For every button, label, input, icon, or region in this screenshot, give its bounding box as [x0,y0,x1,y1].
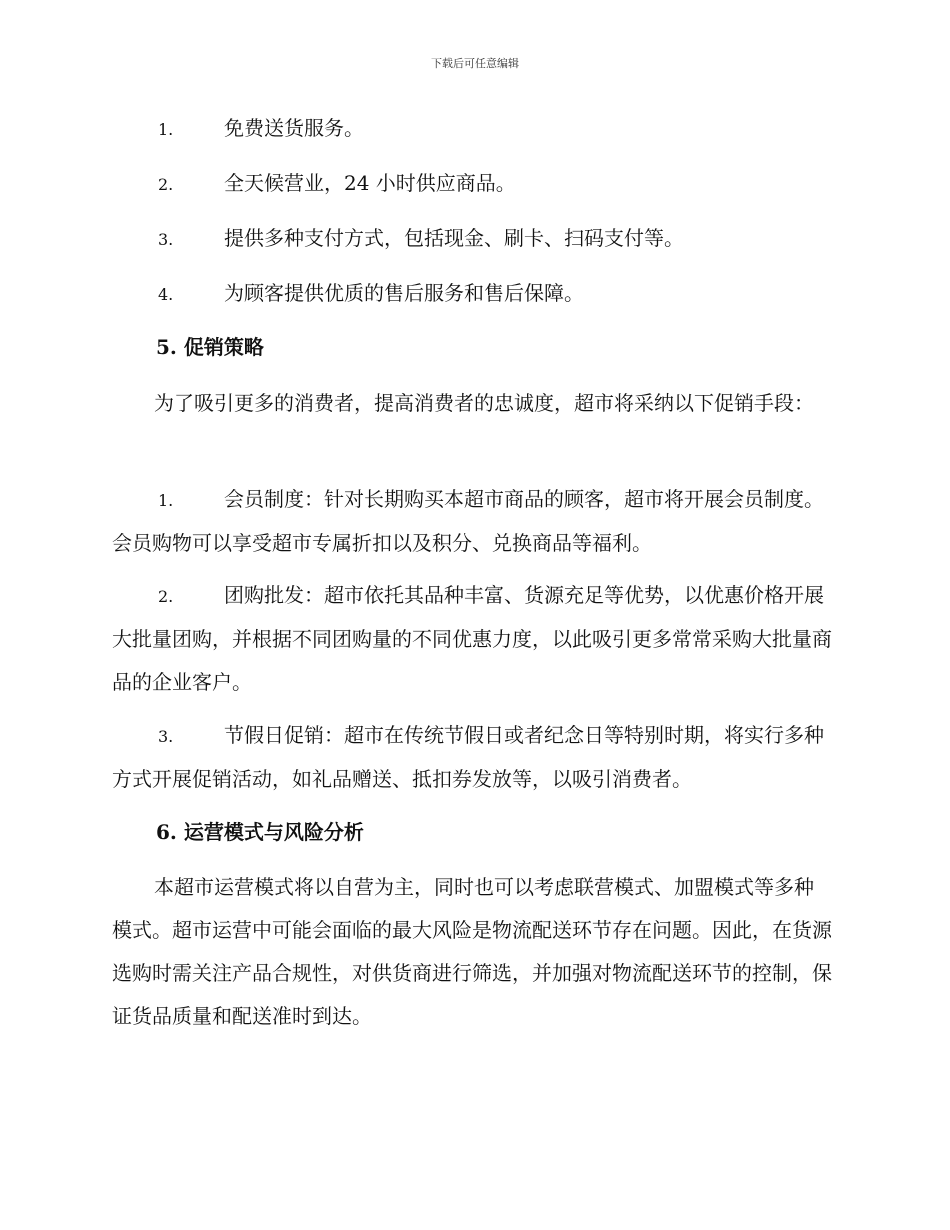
section-body-paragraph: 本超市运营模式将以自营为主，同时也可以考虑联营模式、加盟模式等多种模式。超市运营中可能会面临的最大风险是物流配送环节存在问题。因此，在货源选购时需关注产品合规性，对供货商进行筛选，并加强对物流配送环节的控制，保证货品质量和配送准时到达。 [112,875,832,1028]
list-item-number: 1. [158,120,174,139]
list-item [112,169,832,199]
numbered-paragraph [112,574,832,704]
paragraph-text: 节假日促销：超市在传统节假日或者纪念日等特别时期，将实行多种方式开展促销活动，如礼品赠送、抵扣券发放等，以吸引消费者。 [112,723,824,791]
list-item-number: 3. [158,230,174,249]
list-item [112,224,832,254]
paragraph-text: 团购批发：超市依托其品种丰富、货源充足等优势，以优惠价格开展大批量团购，并根据不同团购量的不同优惠力度，以此吸引更多常常采购大批量商品的企业客户。 [112,583,832,694]
section-intro-paragraph: 为了吸引更多的消费者，提高消费者的忠诚度，超市将采纳以下促销手段： [154,391,814,415]
page-header: 下载后可任意编辑 [431,57,519,70]
section-heading-operations: 6. 运营模式与风险分析 [156,820,364,844]
list-item-text: 免费送货服务。 [224,116,364,140]
list-item-number: 2. [158,175,174,194]
paragraph-number: 1. [158,491,174,510]
paragraph-number: 3. [158,727,174,746]
numbered-paragraph [112,714,832,801]
paragraph-number: 2. [158,587,174,606]
list-item-text: 为顾客提供优质的售后服务和售后保障。 [224,281,584,305]
list-item [112,114,832,144]
list-item-number: 4. [158,285,174,304]
paragraph-text: 会员制度：针对长期购买本超市商品的顾客，超市将开展会员制度。会员购物可以享受超市专属折扣以及积分、兑换商品等福利。 [112,487,824,555]
section-heading-promotion: 5. 促销策略 [156,335,264,359]
numbered-paragraph [112,478,832,565]
list-item-text: 全天候营业，24 小时供应商品。 [224,171,516,195]
list-item-text: 提供多种支付方式，包括现金、刷卡、扫码支付等。 [224,226,684,250]
list-item [112,279,832,309]
